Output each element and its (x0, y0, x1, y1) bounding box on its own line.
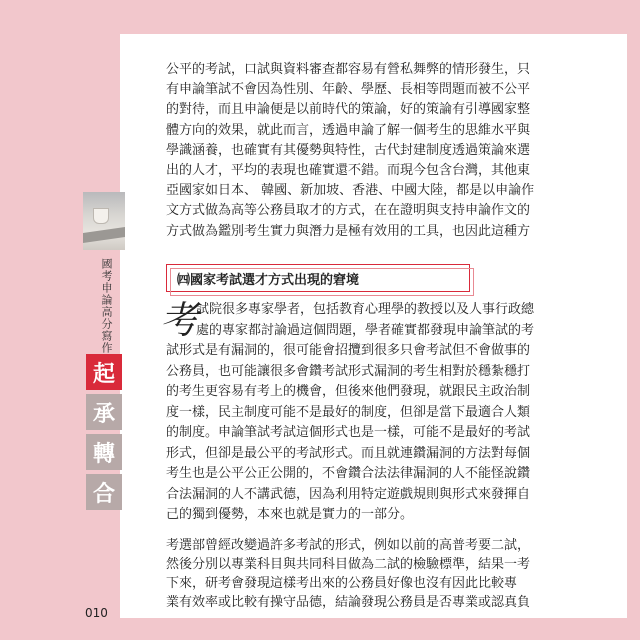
chapter-tab-he[interactable]: 合 (86, 474, 122, 510)
text-line: 公平的考試，口試與資料審查都容易有營私舞弊的情形發生，只 (166, 62, 531, 77)
text-line: 試院很多專家學者，包括教育心理學的教授以及人事行政總 (196, 302, 535, 317)
drop-cap: 考 (160, 298, 199, 342)
text-line: 考選部曾經改變過許多考試的形式，例如以前的高普考要二試， (166, 538, 531, 553)
text-line: 公務員，也可能讓很多會鑽考試形式漏洞的考生相對於穩紮穩打 (166, 363, 531, 379)
text-line: 的制度。申論筆試考試這個形式也是一樣，可能不是最好的考試 (166, 425, 531, 440)
text-line: 方式做為鑑別考生實力與潛力是極有效用的工具，也因此這種方 (166, 223, 531, 239)
text-line: 然後分別以專業科目與共同科目做為二試的檢驗標準，結果一考 (166, 557, 531, 572)
chapter-tab-qi[interactable]: 起 (86, 354, 122, 390)
text-line: 考生也是公平公正公開的，不會鑽合法法律漏洞的人不能怪說鑽 (166, 466, 531, 481)
coffee-cup-icon (93, 208, 109, 224)
text-line: 合法漏洞的人不講武德，因為利用特定遊戲規則與形式來發揮自 (166, 486, 531, 502)
text-line: 己的獨到優勢，本來也就是實力的一部分。 (166, 507, 414, 522)
text-line: 下來，研考會發現這樣考出來的公務員好像也沒有因此比較專 (166, 576, 518, 591)
text-line: 文方式做為高等公務員取才的方式，在在證明與支持申論作文的 (166, 203, 531, 219)
text-line: 業有效率或比較有操守品德，結論發現公務員是否專業或認真負 (166, 595, 531, 610)
text-line: 有申論筆試不會因為性別、年齡、學歷、長相等問題而被不公平 (166, 82, 531, 98)
text-line: 亞國家如日本、 韓國、新加坡、香港、中國大陸，都是以申論作 (166, 183, 535, 199)
text-line: 學識涵養，也確實有其優勢與特性，古代封建制度透過策論來選 (166, 142, 531, 158)
text-line: 體方向的效果，就此而言，透過申論了解一個考生的思維水平與 (166, 122, 531, 138)
text-line: 試形式是有漏洞的，很可能會招攬到很多只會考試但不會做事的 (166, 343, 531, 358)
text-line: 度一樣，民主制度可能不是最好的制度，但卻是當下最適合人類 (166, 404, 531, 420)
chapter-tab-cheng[interactable]: 承 (86, 394, 122, 430)
text-line: 出的人才，平均的表現也確實還不錯。而現今包含台灣，其他東 (166, 163, 531, 178)
book-icon (83, 227, 125, 243)
text-line: 形式，但卻是最公平的考試形式。而且就連鑽漏洞的方法對每個 (166, 445, 531, 461)
chapter-tab-zhuan[interactable]: 轉 (86, 434, 122, 470)
text-line: 的對待，而且申論便是以前時代的策論，好的策論有引導國家整 (166, 102, 531, 118)
page-number: 010 (85, 606, 108, 620)
book-title-vertical: 國考申論高分寫作 (100, 258, 113, 354)
text-line: 的考生更容易有考上的機會，但後來他們發現，就跟民主政治制 (166, 384, 531, 399)
decorative-photo (83, 192, 125, 250)
section-heading: ㈣國家考試選才方式出現的窘境 (166, 264, 470, 292)
text-line: 處的專家都討論過這個問題，學者確實都發現申論筆試的考 (196, 322, 535, 338)
